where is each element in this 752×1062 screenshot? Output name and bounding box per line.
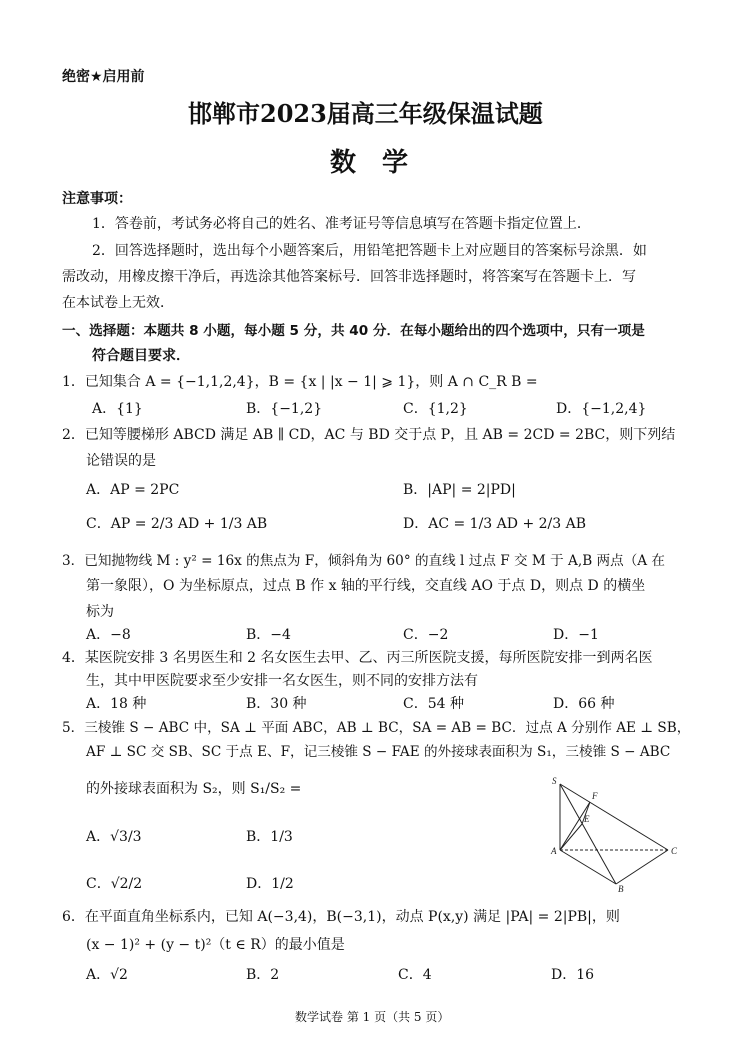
q5-option-d: D．1/2 [246,876,294,892]
label-s: S [552,776,557,786]
q4-option-c: C．54 种 [403,696,464,712]
q4-stem-line2: 生，其中甲医院要求至少安排一名女医生，则不同的安排方法有 [86,673,478,689]
q3-option-b: B．−4 [246,627,291,643]
edge-ab [560,850,616,884]
notice-item-2-line1: 2．回答选择题时，选出每个小题答案后，用铅笔把答题卡上对应题目的答案标号涂黑．如 [92,243,647,259]
q2-stem-line2: 论错误的是 [86,453,156,469]
q5-option-b: B．1/3 [246,829,293,845]
q4-option-d: D．66 种 [553,696,615,712]
q2-option-c: C．AP = 2/3 AD + 1/3 AB [86,516,268,532]
q6-option-d: D．16 [551,967,595,983]
label-e: E [584,814,590,824]
notice-heading: 注意事项： [62,191,132,207]
q1-option-a: A．{1} [92,401,143,417]
q1-stem: 1．已知集合 A = {−1,1,2,4}，B = {x | |x − 1| ⩾ 1}，则 A ∩ C_R B = [62,374,538,390]
q4-option-a: A．18 种 [86,696,147,712]
q3-option-c: C．−2 [403,627,449,643]
q5-option-a: A．√3/3 [86,829,142,845]
q4-stem-line1: 4．某医院安排 3 名男医生和 2 名女医生去甲、乙、丙三所医院支援，每所医院安排一到两名医 [62,650,653,666]
q1-option-d: D．{−1,2,4} [556,401,647,417]
edge-sb [560,784,616,884]
q2-option-d: D．AC = 1/3 AD + 2/3 AB [403,516,587,532]
q5-stem-line3: 的外接球表面积为 S₂，则 S₁/S₂ = [86,781,302,797]
q6-stem-line2: (x − 1)² + (y − t)²（t ∈ R）的最小值是 [86,937,345,953]
q5-stem-line1: 5．三棱锥 S − ABC 中，SA ⊥ 平面 ABC，AB ⊥ BC，SA = AB = BC．过点 A 分别作 AE ⊥ SB， [62,720,691,736]
label-a: A [551,846,557,856]
q3-stem-line1: 3．已知抛物线 M : y² = 16x 的焦点为 F，倾斜角为 60° 的直线 l 过点 F 交 M 于 A,B 两点（A 在 [62,553,666,569]
notice-item-1: 1．答卷前，考试务必将自己的姓名、准考证号等信息填写在答题卡指定位置上． [92,216,591,232]
tetrahedron-figure [540,772,690,894]
q6-option-b: B．2 [246,967,280,983]
notice-item-2-line3: 在本试卷上无效． [62,295,174,311]
section-heading: 一、选择题：本题共 8 小题，每小题 5 分，共 40 分．在每小题给出的四个选项中，只有一项是 [62,323,645,339]
edge-sc [560,784,668,850]
q2-option-b: B．|AP| = 2|PD| [403,482,516,498]
label-c: C [671,846,678,856]
notice-item-2-line2: 需改动，用橡皮擦干净后，再选涂其他答案标号．回答非选择题时，将答案写在答题卡上．写 [62,269,636,285]
q3-option-a: A．−8 [86,627,131,643]
q6-option-a: A．√2 [86,967,128,983]
edge-af [560,802,590,850]
q6-stem-line1: 6．在平面直角坐标系内，已知 A(−3,4)，B(−3,1)，动点 P(x,y) 满足 |PA| = 2|PB|，则 [62,909,620,925]
q3-stem-line2: 第一象限），O 为坐标原点，过点 B 作 x 轴的平行线，交直线 AO 于点 D，则点 D 的横坐 [86,578,646,594]
q3-stem-line3: 标为 [86,604,114,620]
q4-option-b: B．30 种 [246,696,307,712]
page-footer: 数学试卷 第 1 页（共 5 页） [295,1010,450,1024]
q3-option-d: D．−1 [553,627,599,643]
q6-option-c: C．4 [398,967,432,983]
exam-title: 邯郸市2023届高三年级保温试题 [188,99,543,128]
q2-option-a: A．AP = 2PC [86,482,180,498]
q5-stem-line2: AF ⊥ SC 交 SB、SC 于点 E、F，记三棱锥 S − FAE 的外接球表面积为 S₁，三棱锥 S − ABC [86,744,671,760]
confidential-mark: 绝密★启用前 [62,69,145,85]
label-f: F [592,791,598,801]
q1-option-b: B．{−1,2} [246,401,323,417]
edge-bc [616,850,668,884]
q2-stem-line1: 2．已知等腰梯形 ABCD 满足 AB ∥ CD，AC 与 BD 交于点 P，且 AB = 2CD = 2BC，则下列结 [62,427,676,443]
section-heading-line2: 符合题目要求． [92,348,190,364]
q5-option-c: C．√2/2 [86,876,143,892]
subject-title: 数 学 [330,148,409,178]
q1-option-c: C．{1,2} [403,401,468,417]
edge-ae [560,824,582,850]
label-b: B [618,884,624,894]
